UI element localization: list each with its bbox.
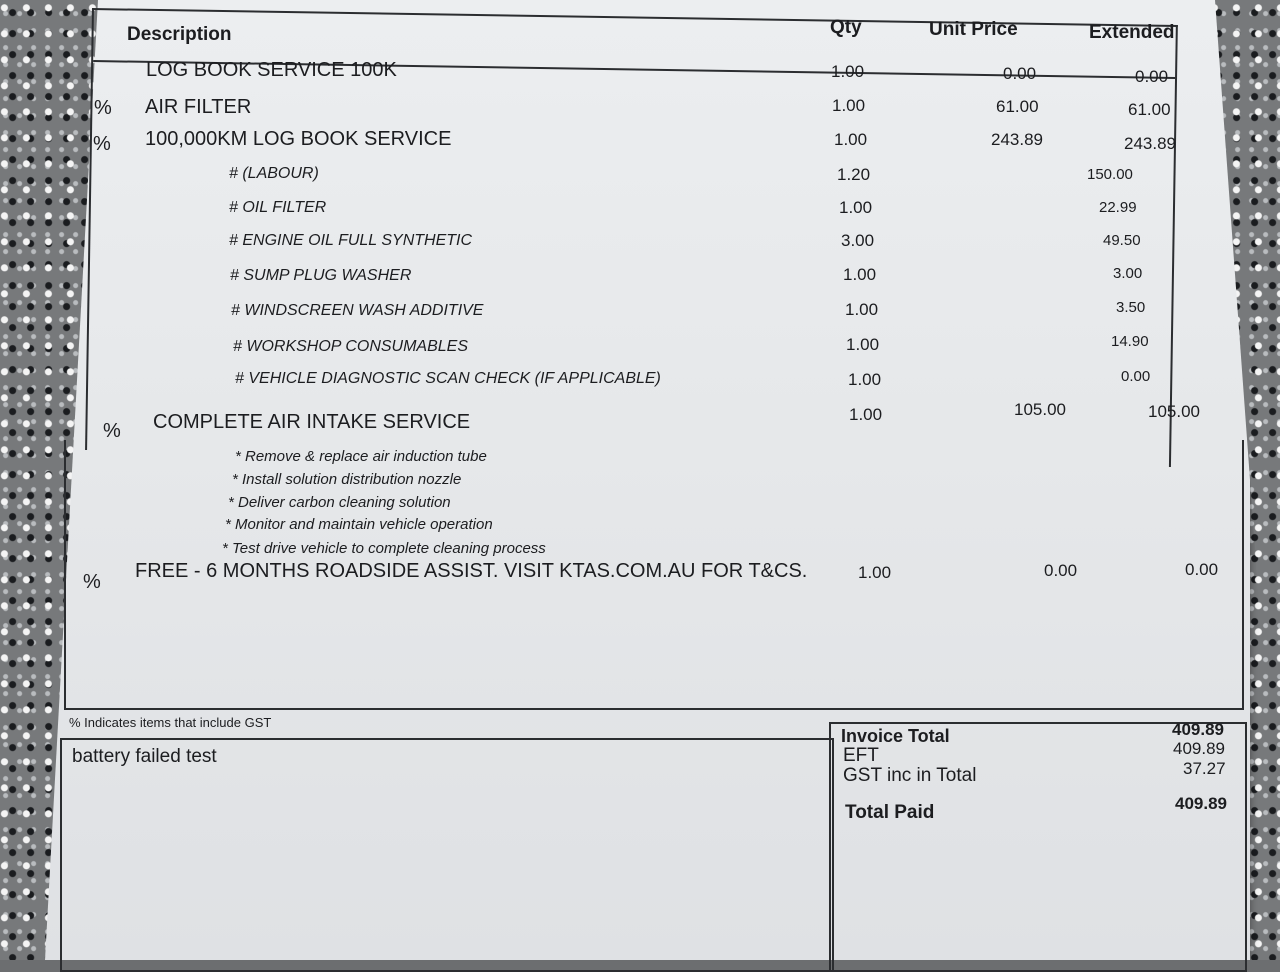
line-ext: 243.89	[1124, 134, 1176, 153]
line-desc: # ENGINE OIL FULL SYNTHETIC	[229, 232, 473, 249]
line-qty: 1.00	[846, 335, 880, 354]
gst-marker: %	[83, 571, 101, 593]
line-desc: # OIL FILTER	[229, 199, 327, 216]
line-desc: 100,000KM LOG BOOK SERVICE	[145, 128, 452, 150]
service-bullet: * Monitor and maintain vehicle operation	[225, 516, 493, 533]
line-unit: 0.00	[1003, 64, 1037, 83]
notes-text: battery failed test	[72, 746, 217, 767]
line-ext: 0.00	[1135, 67, 1169, 86]
line-qty: 1.20	[837, 165, 871, 184]
line-ext: 0.00	[1185, 560, 1219, 579]
invoice-total-value: 409.89	[1172, 720, 1224, 739]
line-unit: 243.89	[991, 130, 1043, 149]
invoice-total-label: Invoice Total	[841, 726, 950, 746]
service-bullet: * Test drive vehicle to complete cleaning process	[222, 540, 546, 557]
line-qty: 1.00	[849, 405, 883, 424]
line-desc: COMPLETE AIR INTAKE SERVICE	[153, 411, 471, 433]
gst-marker: %	[93, 133, 111, 155]
line-desc: LOG BOOK SERVICE 100K	[146, 59, 397, 81]
line-qty: 1.00	[832, 96, 866, 115]
line-ext: 3.00	[1113, 265, 1143, 282]
line-ext: 105.00	[1148, 402, 1200, 421]
line-unit: 105.00	[1014, 400, 1066, 419]
line-desc: # WORKSHOP CONSUMABLES	[233, 338, 469, 355]
gst-marker: %	[94, 97, 112, 119]
line-ext: 150.00	[1087, 166, 1133, 183]
header-unit-price: Unit Price	[929, 19, 1018, 40]
line-qty: 1.00	[858, 563, 892, 582]
gst-value: 37.27	[1183, 759, 1226, 778]
gst-marker: %	[103, 420, 121, 442]
service-bullet: * Install solution distribution nozzle	[232, 471, 462, 488]
line-desc: FREE - 6 MONTHS ROADSIDE ASSIST. VISIT KTAS.COM.AU FOR T&CS.	[135, 560, 808, 582]
eft-label: EFT	[843, 745, 879, 766]
line-ext: 61.00	[1128, 100, 1171, 119]
line-ext: 3.50	[1116, 299, 1146, 316]
line-unit: 61.00	[996, 97, 1039, 116]
line-qty: 1.00	[845, 300, 879, 319]
header-extended: Extended	[1089, 22, 1175, 43]
line-ext: 22.99	[1099, 199, 1137, 216]
line-desc: # (LABOUR)	[229, 165, 319, 182]
header-qty: Qty	[830, 17, 862, 38]
total-paid-label: Total Paid	[845, 802, 935, 823]
line-desc: # WINDSCREEN WASH ADDITIVE	[231, 302, 484, 319]
line-ext: 14.90	[1111, 333, 1149, 350]
service-bullet: * Deliver carbon cleaning solution	[228, 494, 451, 511]
line-qty: 1.00	[848, 370, 882, 389]
gst-note: % Indicates items that include GST	[69, 715, 272, 730]
line-unit: 0.00	[1044, 561, 1078, 580]
line-desc: AIR FILTER	[145, 96, 252, 118]
notes-box	[60, 738, 834, 972]
line-ext: 49.50	[1103, 232, 1141, 249]
total-paid-value: 409.89	[1175, 794, 1227, 813]
eft-value: 409.89	[1173, 739, 1225, 758]
line-ext: 0.00	[1121, 368, 1151, 385]
line-qty: 1.00	[831, 62, 865, 81]
line-desc: # VEHICLE DIAGNOSTIC SCAN CHECK (IF APPLICABLE)	[235, 370, 661, 387]
service-bullet: * Remove & replace air induction tube	[235, 448, 487, 465]
line-qty: 1.00	[834, 130, 868, 149]
header-description: Description	[127, 24, 232, 45]
line-desc: # SUMP PLUG WASHER	[230, 267, 412, 284]
line-qty: 3.00	[841, 231, 875, 250]
line-qty: 1.00	[839, 198, 873, 217]
gst-label: GST inc in Total	[843, 765, 977, 786]
line-qty: 1.00	[843, 265, 877, 284]
